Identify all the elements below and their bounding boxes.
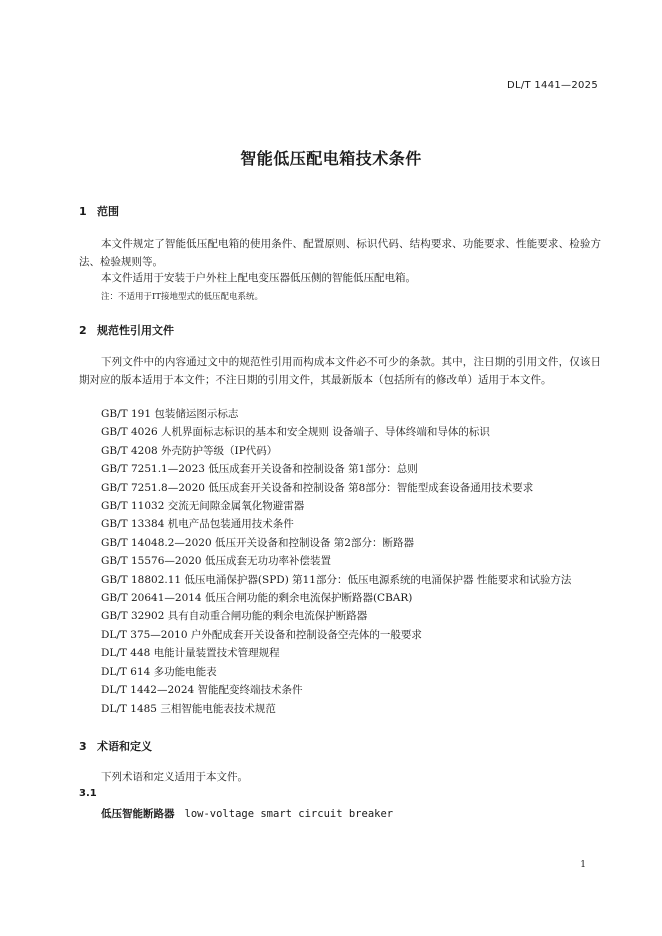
reference-item: GB/T 18802.11 低压电涌保护器(SPD) 第11部分：低压电源系统的电涌保护器 性能要求和试验方法 [101, 573, 572, 586]
reference-item: GB/T 11032 交流无间隙金属氧化物避雷器 [101, 500, 305, 513]
reference-item: GB/T 14048.2—2020 低压开关设备和控制设备 第2部分：断路器 [101, 536, 414, 549]
section-1-heading [79, 203, 119, 219]
section-3-heading [79, 738, 152, 754]
reference-item: DL/T 614 多功能电能表 [101, 665, 217, 678]
reference-item: GB/T 32902 具有自动重合闸功能的剩余电流保护断路器 [101, 610, 368, 623]
scope-paragraph-1: 本文件规定了智能低压配电箱的使用条件、配置原则、标识代码、结构要求、功能要求、性能要求、检验方法、检验规则等。 [79, 238, 601, 268]
section-number: 1 [79, 205, 87, 218]
reference-item: GB/T 7251.8—2020 低压成套开关设备和控制设备 第8部分：智能型成套设备通用技术要求 [101, 481, 534, 494]
reference-item: GB/T 20641—2014 低压合闸功能的剩余电流保护断路器(CBAR) [101, 592, 413, 605]
term-number: 3.1 [79, 788, 97, 799]
reference-list [79, 405, 603, 718]
section-title: 术语和定义 [97, 740, 152, 753]
reference-item: DL/T 448 电能计量装置技术管理规程 [101, 647, 280, 660]
reference-item: GB/T 13384 机电产品包装通用技术条件 [101, 518, 294, 531]
section-title: 规范性引用文件 [97, 324, 174, 337]
document-title: 智能低压配电箱技术条件 [240, 149, 422, 168]
reference-item: DL/T 1485 三相智能电能表技术规范 [101, 702, 276, 715]
section-title: 范围 [97, 205, 119, 218]
reference-item: GB/T 15576—2020 低压成套无功功率补偿装置 [101, 555, 331, 568]
reference-item: GB/T 4026 人机界面标志标识的基本和安全规则 设备端子、导体终端和导体的标识 [101, 426, 490, 439]
reference-item: GB/T 7251.1—2023 低压成套开关设备和控制设备 第1部分：总则 [101, 463, 418, 476]
section-2-heading [79, 322, 174, 338]
reference-item: GB/T 191 包装储运图示标志 [101, 408, 239, 420]
term-entry [101, 806, 393, 821]
term-english: low-voltage smart circuit breaker [184, 808, 394, 820]
scope-note: 注：不适用于IT接地型式的低压配电系统。 [101, 292, 264, 302]
term-chinese: 低压智能断路器 [101, 808, 175, 820]
scope-paragraph-2: 本文件适用于安装于户外柱上配电变压器低压侧的智能低压配电箱。 [101, 272, 416, 284]
reference-item: GB/T 4208 外壳防护等级（IP代码） [101, 444, 278, 457]
standard-code: DL/T 1441—2025 [506, 80, 598, 91]
reference-item: DL/T 375—2010 户外配成套开关设备和控制设备空壳体的一般要求 [101, 628, 422, 641]
reference-item: DL/T 1442—2024 智能配变终端技术条件 [101, 684, 303, 697]
page-number: 1 [580, 860, 586, 870]
references-intro: 下列文件中的内容通过文中的规范性引用而构成本文件必不可少的条款。其中，注日期的引用文件，仅该日期对应的版本适用于本文件；不注日期的引用文件，其最新版本（包括所有的修改单）适用于本文件。 [79, 356, 601, 386]
terms-intro: 下列术语和定义适用于本文件。 [101, 771, 248, 783]
section-number: 2 [79, 324, 87, 337]
section-number: 3 [79, 740, 87, 753]
